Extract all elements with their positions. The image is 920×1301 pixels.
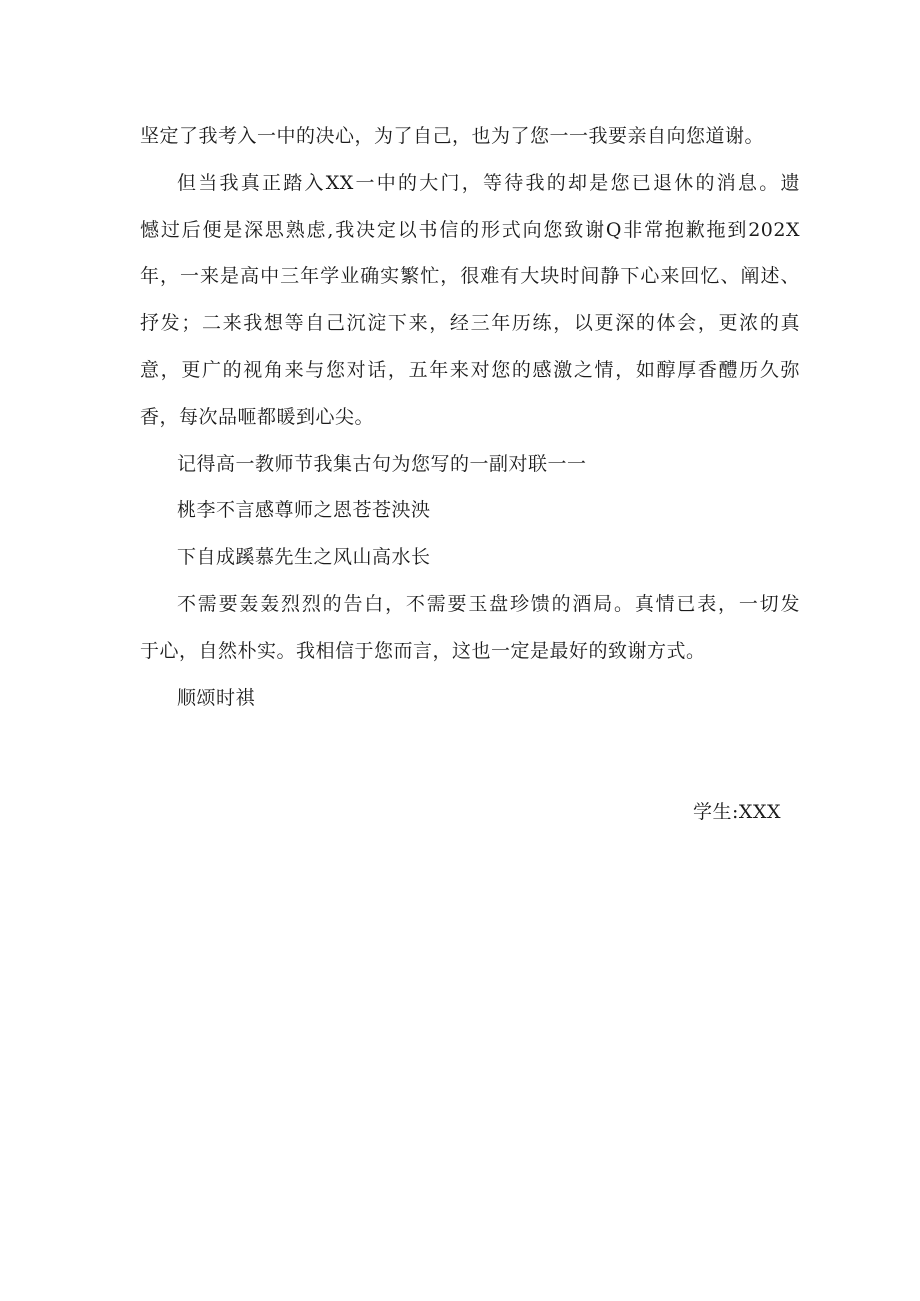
letter-body xyxy=(140,113,800,721)
couplet-second-line xyxy=(140,534,800,581)
text-line: 憾过后便是深思熟虑,我决定以书信的形式向您致谢Q非常抱歉拖到202X xyxy=(140,218,800,241)
text-line: 桃李不言感尊师之恩苍苍泱泱 xyxy=(177,499,431,522)
paragraph-couplet-intro xyxy=(140,441,800,488)
text-line: 香，每次品咂都暖到心尖。 xyxy=(140,405,375,428)
text-line: 抒发；二来我想等自己沉淀下来，经三年历练，以更深的体会，更浓的真 xyxy=(140,312,800,335)
paragraph-continuation xyxy=(140,113,800,160)
closing-salutation xyxy=(140,675,800,722)
paragraph-retirement-news xyxy=(140,160,800,441)
text-line: 记得高一教师节我集古句为您写的一副对联一一 xyxy=(177,452,587,475)
text-line: 坚定了我考入一中的决心，为了自己，也为了您一一我要亲自向您道谢。 xyxy=(140,125,765,147)
signature: 学生:XXX xyxy=(693,801,781,823)
text-line: 下自成蹊慕先生之风山高水长 xyxy=(177,546,431,569)
couplet-first-line xyxy=(140,487,800,534)
text-line: 顺颂时祺 xyxy=(177,686,256,709)
text-line: 但当我真正踏入XX一中的大门，等待我的却是您已退休的消息。遗 xyxy=(177,171,800,194)
text-line: 意，更广的视角来与您对话，五年来对您的感激之情，如醇厚香醴历久弥 xyxy=(140,358,800,381)
paragraph-sincere-thanks xyxy=(140,581,800,675)
text-line: 于心，自然朴实。我相信于您而言，这也一定是最好的致谢方式。 xyxy=(140,639,706,662)
text-line: 不需要轰轰烈烈的告白，不需要玉盘珍馈的酒局。真情已表，一切发 xyxy=(177,592,800,615)
text-line: 年，一来是高中三年学业确实繁忙，很难有大块时间静下心来回忆、阐述、 xyxy=(140,265,800,288)
